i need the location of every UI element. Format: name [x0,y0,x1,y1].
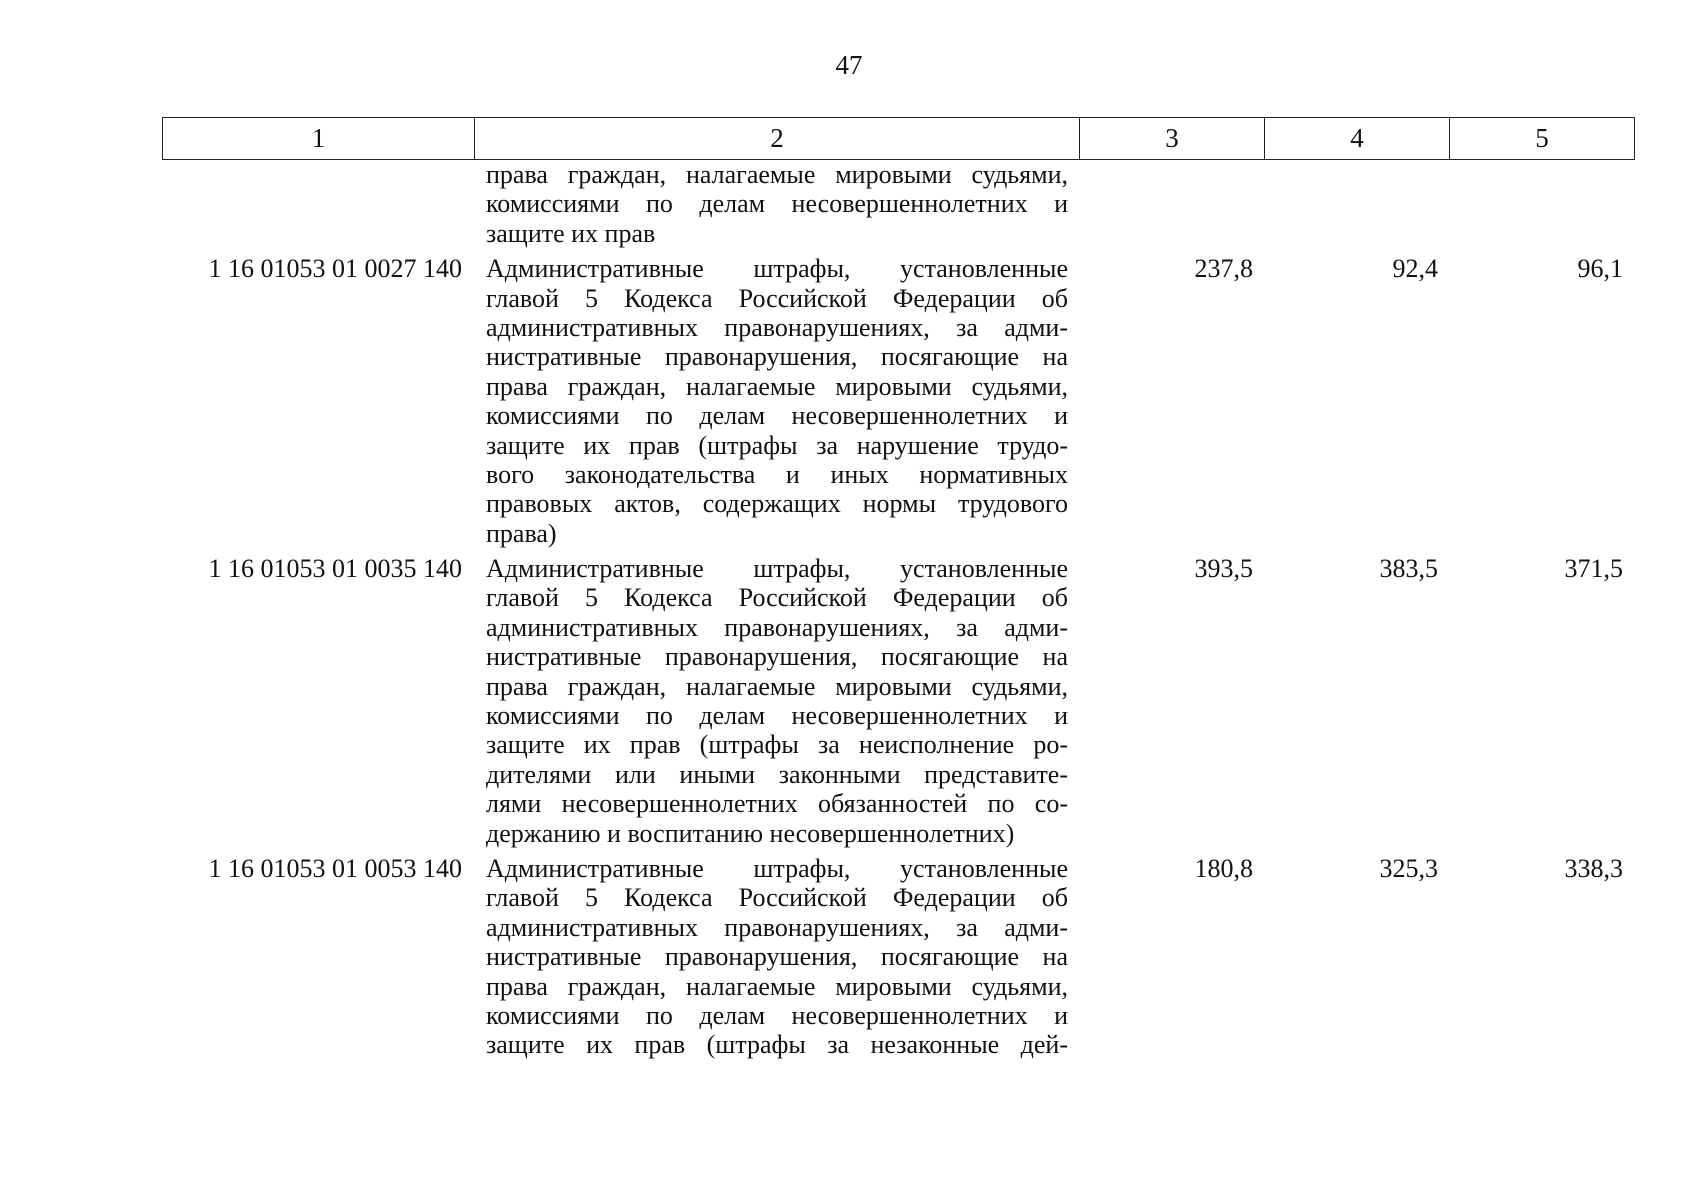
description-line: Административные штрафы, установленные [486,554,1068,584]
description-line: права граждан, налагаемые мировыми судьями, [486,371,1068,401]
description-line: права граждан, налагаемые мировыми судьями, [486,671,1068,701]
description-line: нистративные правонарушения, посягающие на [486,642,1068,672]
column-header-3: 3 [1080,118,1265,160]
code-cell: 1 16 01053 01 0027 140 [208,254,462,284]
description-line: главой 5 Кодекса Российской Федерации об [486,883,1068,913]
description-line: нистративные правонарушения, посягающие на [486,942,1068,972]
description-line: правовых актов, содержащих нормы трудового [486,489,1068,519]
description-line: защите их прав (штрафы за незаконные дей- [486,1030,1068,1060]
value-col-5: 371,5 [1564,554,1623,584]
column-header-4: 4 [1265,118,1450,160]
table-row [162,554,1634,848]
value-col-5: 338,3 [1564,853,1623,883]
code-cell: 1 16 01053 01 0035 140 [208,554,462,584]
code-cell: 1 16 01053 01 0053 140 [208,853,462,883]
continuation-row [162,160,1634,248]
description-line: комиссиями по делам несовершеннолетних и [486,1000,1068,1030]
column-header-2: 2 [475,118,1080,160]
value-col-4: 325,3 [1379,853,1438,883]
description-line: защите их прав (штрафы за неисполнение ро- [486,730,1068,760]
description-line: вого законодательства и иных нормативных [486,459,1068,489]
description-line: лями несовершеннолетних обязанностей по со- [486,789,1068,819]
description-line: комиссиями по делам несовершеннолетних и [486,401,1068,431]
description-line: держанию и воспитанию несовершеннолетних) [486,818,1015,848]
value-col-5: 96,1 [1577,254,1623,284]
table-body [162,160,1634,1060]
value-col-3: 237,8 [1194,254,1253,284]
table-header [162,117,1635,160]
description-line: защите их прав [486,218,656,248]
column-header-1: 1 [163,118,475,160]
description-cell [474,160,1079,248]
description-line: права граждан, налагаемые мировыми судьями, [486,971,1068,1001]
description-line: дителями или иными законными представите- [486,759,1068,789]
description-line: права граждан, налагаемые мировыми судьями, [486,160,1068,189]
code-cell [162,160,474,248]
description-line: права) [486,518,557,548]
table-row [162,254,1634,548]
description-line: комиссиями по делам несовершеннолетних и [486,189,1068,219]
description-line: Административные штрафы, установленные [486,853,1068,883]
description-cell [474,854,1079,1060]
description-line: административных правонарушениях, за адми- [486,612,1068,642]
column-header-5: 5 [1450,118,1635,160]
description-line: административных правонарушениях, за адми- [486,912,1068,942]
description-line: главой 5 Кодекса Российской Федерации об [486,283,1068,313]
description-line: административных правонарушениях, за адми- [486,312,1068,342]
description-cell [474,254,1079,548]
description-line: нистративные правонарушения, посягающие на [486,342,1068,372]
description-line: комиссиями по делам несовершеннолетних и [486,701,1068,731]
description-line: главой 5 Кодекса Российской Федерации об [486,583,1068,613]
table-row [162,854,1634,1060]
description-cell [474,554,1079,848]
value-col-4: 92,4 [1392,254,1438,284]
page-number: 47 [835,50,863,80]
description-line: защите их прав (штрафы за нарушение трудо- [486,430,1068,460]
description-line: Административные штрафы, установленные [486,254,1068,284]
value-col-3: 393,5 [1194,554,1253,584]
value-col-4: 383,5 [1379,554,1438,584]
value-col-3: 180,8 [1194,853,1253,883]
